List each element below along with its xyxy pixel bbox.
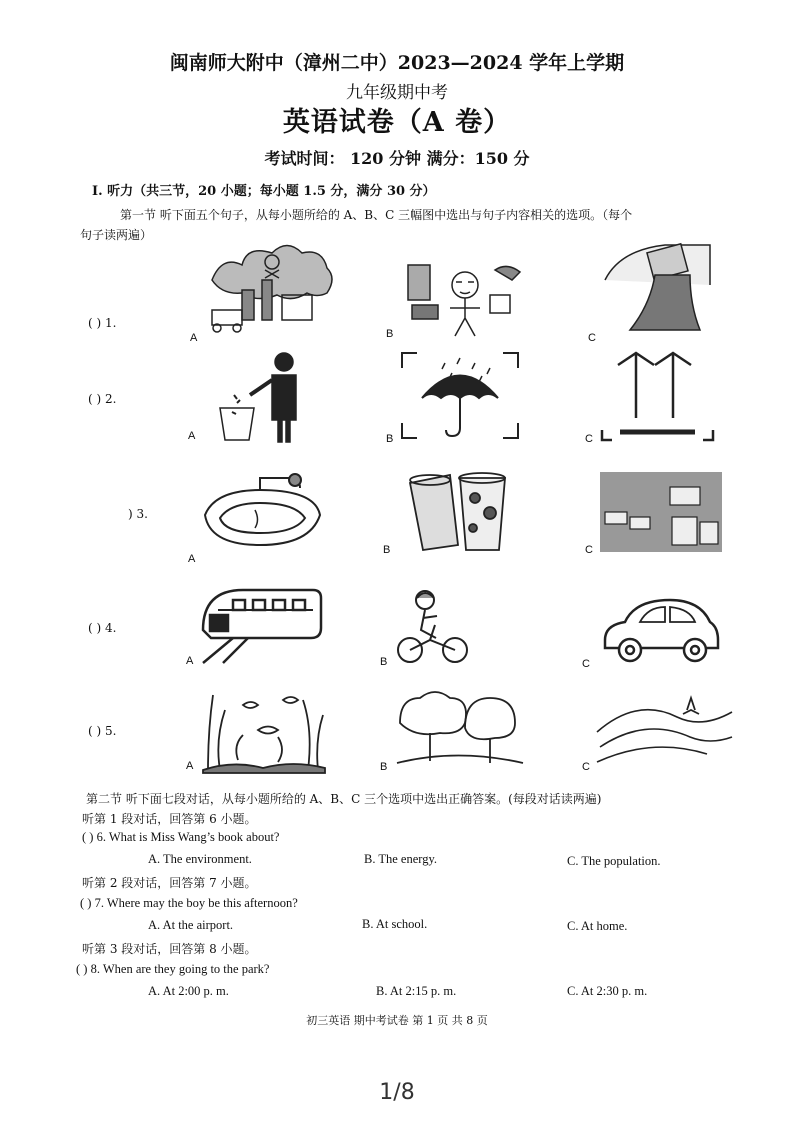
option-label: C	[582, 658, 590, 670]
paper-cups-icon	[405, 468, 515, 553]
option-label: B	[386, 433, 394, 445]
option-label: A	[188, 430, 196, 442]
underwater-icon	[198, 690, 330, 775]
stressed-man-icon	[400, 260, 525, 340]
part1-heading: I. 听力（共三节，20 小题；每小题 1.5 分，满分 30 分）	[92, 184, 436, 199]
dialog-intro: 听第 3 段对话，回答第 8 小题。	[82, 942, 257, 956]
section1-instruction-1: 第一节 听下面五个句子，从每小题所给的 A、B、C 三幅图中选出与句子内容相关的选项。（每个	[120, 208, 633, 222]
option-a: A. At 2:00 p. m.	[148, 984, 229, 998]
option-a: A. At the airport.	[148, 918, 234, 932]
grade-line: 九年级期中考	[346, 83, 448, 103]
option-b: B. At 2:15 p. m.	[376, 984, 457, 998]
exam-info: 考试时间： 120 分钟 满分：150 分	[264, 149, 530, 168]
option-a: A. The environment.	[148, 852, 252, 866]
dialog-intro: 听第 1 段对话，回答第 6 小题。	[82, 812, 257, 826]
page-indicator: 1/8	[379, 1080, 415, 1105]
trash-bin-person-icon	[212, 350, 312, 445]
section2-heading: 第二节 听下面七段对话，从每小题所给的 A、B、C 三个选项中选出正确答案。(每段对话读两遍)	[86, 792, 602, 806]
option-label: C	[585, 433, 593, 445]
option-label: B	[383, 544, 391, 556]
exam-title: 英语试卷（A 卷）	[282, 107, 512, 138]
school-line: 闽南师大附中（漳州二中）2023—2024 学年上学期	[169, 52, 625, 74]
question-8: ( ) 8. When are they going to the park?	[76, 962, 270, 976]
train-icon	[198, 585, 323, 665]
question-number: ( ) 4.	[88, 621, 117, 635]
bicycle-rider-icon	[395, 588, 470, 668]
umbrella-rain-icon	[400, 348, 520, 443]
option-b: B. The energy.	[364, 852, 438, 866]
sewage-pipe-icon	[600, 240, 720, 340]
option-label: B	[380, 761, 388, 773]
question-7: ( ) 7. Where may the boy be this afternoon?	[80, 896, 298, 910]
option-label: B	[386, 328, 394, 340]
option-label: C	[582, 761, 590, 773]
option-label: A	[186, 760, 194, 772]
question-number: ( ) 5.	[88, 724, 117, 738]
upward-arrows-icon	[600, 350, 715, 445]
hills-icon	[595, 692, 735, 764]
section1-instruction-2: 句子读两遍）	[80, 228, 153, 242]
option-label: A	[188, 553, 196, 565]
toilet-tap-icon	[200, 470, 330, 560]
option-c: C. At 2:30 p. m.	[567, 984, 648, 998]
question-number: ) 3.	[128, 507, 148, 521]
option-label: A	[186, 655, 194, 667]
question-number: ( ) 2.	[88, 392, 117, 406]
dialog-intro: 听第 2 段对话，回答第 7 小题。	[82, 876, 257, 890]
question-number: ( ) 1.	[88, 316, 117, 330]
option-label: B	[380, 656, 388, 668]
option-c: C. The population.	[567, 854, 661, 868]
protest-signs-icon	[600, 472, 722, 552]
option-label: C	[585, 544, 593, 556]
option-label: C	[588, 332, 596, 344]
car-icon	[600, 595, 720, 665]
option-c: C. At home.	[567, 919, 628, 933]
option-b: B. At school.	[362, 917, 428, 931]
option-label: A	[190, 332, 198, 344]
page-footer: 初三英语 期中考试卷 第 1 页 共 8 页	[306, 1014, 488, 1027]
question-6: ( ) 6. What is Miss Wang’s book about?	[82, 830, 280, 844]
factory-pollution-icon	[202, 240, 337, 340]
trees-icon	[395, 688, 525, 766]
